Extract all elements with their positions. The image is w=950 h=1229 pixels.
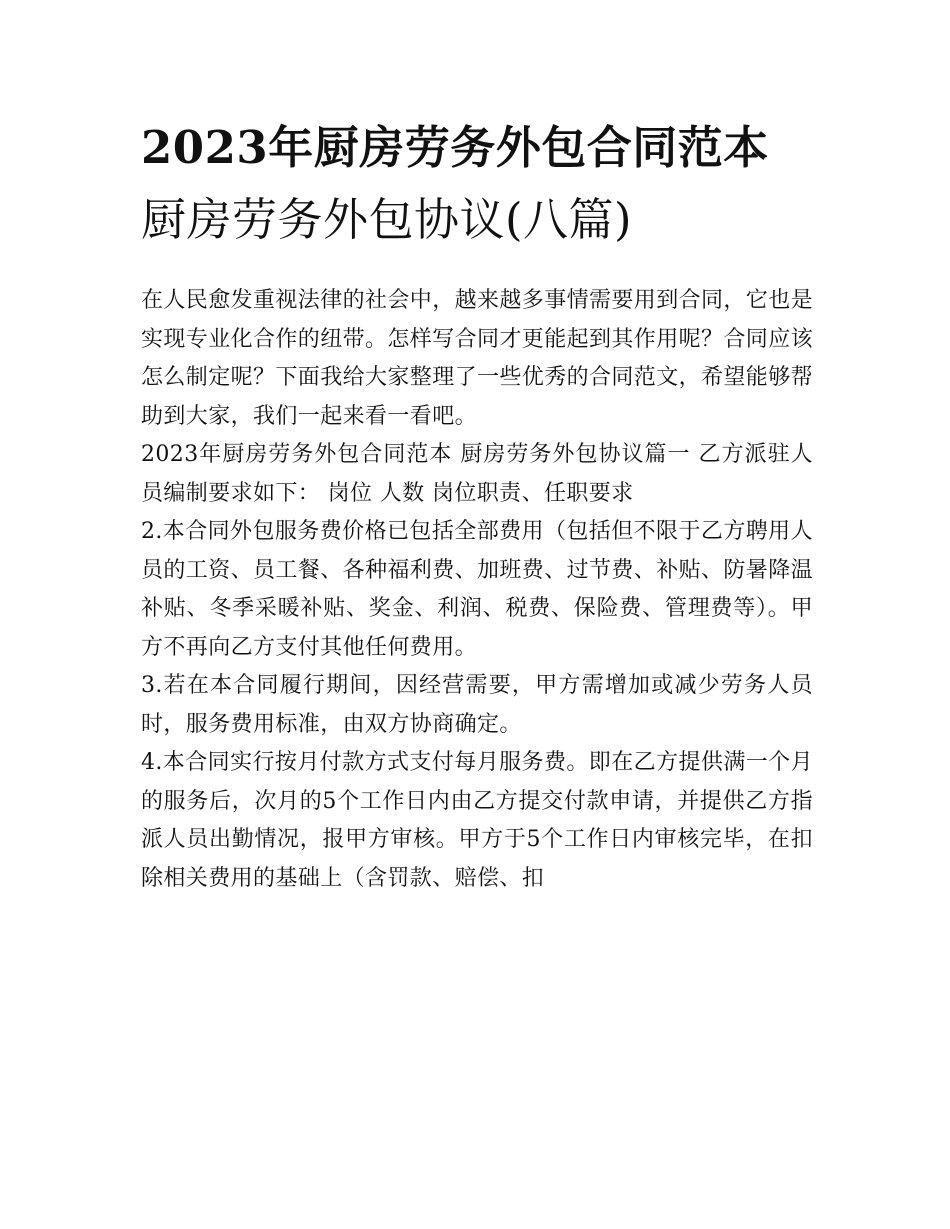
document-title <box>141 112 813 256</box>
title-line-1: 2023年厨房劳务外包合同范本 <box>141 121 769 174</box>
title-line-2: 厨房劳务外包协议(八篇) <box>141 193 633 246</box>
clause-3-paragraph: 3.若在本合同履行期间，因经营需要，甲方需增加或减少劳务人员时，服务费用标准，由双方协商确定。 <box>141 673 813 737</box>
clause-4-paragraph: 4.本合同实行按月付款方式支付每月服务费。即在乙方提供满一个月的服务后，次月的5个工作日内由乙方提交付款申请，并提供乙方指派人员出勤情况，报甲方审核。甲方于5个工作日内审核完毕，在扣除相关费用的基础上（含罚款、赔偿、扣 <box>141 750 813 891</box>
document-body <box>141 282 813 898</box>
intro-paragraph: 在人民愈发重视法律的社会中，越来越多事情需要用到合同，它也是实现专业化合作的纽带。怎样写合同才更能起到其作用呢？合同应该怎么制定呢？下面我给大家整理了一些优秀的合同范文，希望能够帮助到大家，我们一起来看一看吧。 <box>141 288 814 429</box>
clause-2-paragraph: 2.本合同外包服务费价格已包括全部费用（包括但不限于乙方聘用人员的工资、员工餐、各种福利费、加班费、过节费、补贴、防暑降温补贴、冬季采暖补贴、奖金、利润、税费、保险费、管理费等）。甲方不再向乙方支付其他任何费用。 <box>141 519 814 660</box>
document-page <box>141 112 813 898</box>
section-heading-paragraph: 2023年厨房劳务外包合同范本 厨房劳务外包协议篇一 乙方派驻人员编制要求如下： 岗位 人数 岗位职责、任职要求 <box>141 442 813 506</box>
